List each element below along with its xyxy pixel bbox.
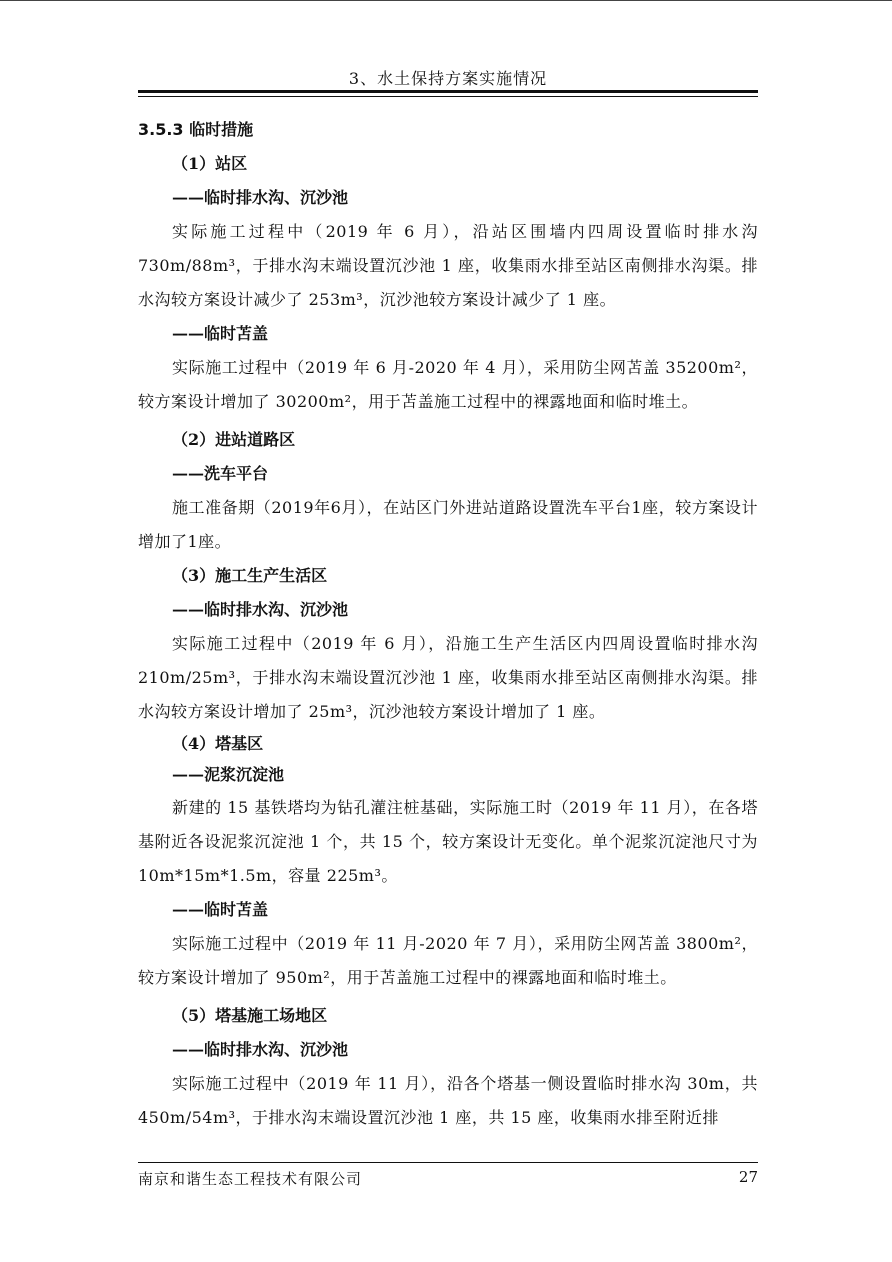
header-rule-thick	[138, 90, 758, 93]
subsection-tower-construction-site: （5）塔基施工场地区	[172, 1006, 328, 1025]
paragraph: 实际施工过程中（2019 年 6 月-2020 年 4 月），采用防尘网苫盖 35200m²，较方案设计增加了 30200m²，用于苫盖施工过程中的裸露地面和临时堆土。	[138, 358, 758, 411]
footer-company: 南京和谐生态工程技术有限公司	[138, 1170, 363, 1188]
subsection-tower-base: （4）塔基区	[172, 734, 264, 753]
measure-heading: ——临时苫盖	[172, 900, 269, 919]
paragraph: 实际施工过程中（2019 年 6 月），沿施工生产生活区内四周设置临时排水沟 210m/25m³，于排水沟末端设置沉沙池 1 座，收集雨水排至站区南侧排水沟渠。排水沟较方案设计增加了 25m³，沉沙池较方案设计增加了 1 座。	[138, 634, 758, 721]
page-header-title: 3、水土保持方案实施情况	[348, 69, 548, 88]
paragraph: 实际施工过程中（2019 年 11 月），沿各个塔基一侧设置临时排水沟 30m，共 450m/54m³，于排水沟末端设置沉沙池 1 座，共 15 座，收集雨水排至附近排	[138, 1074, 758, 1127]
measure-heading: ——临时苫盖	[172, 324, 269, 343]
paragraph: 施工准备期（2019年6月），在站区门外进站道路设置洗车平台1座，较方案设计增加了1座。	[138, 498, 758, 551]
page-top-border	[0, 0, 892, 1]
paragraph: 实际施工过程中（2019 年 6 月），沿站区围墙内四周设置临时排水沟 730m/88m³，于排水沟末端设置沉沙池 1 座，收集雨水排至站区南侧排水沟渠。排水沟较方案设计减少了 253m³，沉沙池较方案设计减少了 1 座。	[138, 222, 758, 309]
page-number: 27	[738, 1168, 758, 1186]
measure-heading: ——洗车平台	[172, 464, 269, 483]
page-body	[138, 113, 758, 1135]
subsection-access-road: （2）进站道路区	[172, 430, 296, 449]
subsection-construction-living-area: （3）施工生产生活区	[172, 566, 328, 585]
footer-rule	[138, 1162, 758, 1163]
paragraph: 实际施工过程中（2019 年 11 月-2020 年 7 月），采用防尘网苫盖 3800m²，较方案设计增加了 950m²，用于苫盖施工过程中的裸露地面和临时堆土。	[138, 934, 758, 987]
header-rule-thin	[138, 96, 758, 97]
section-title: 3.5.3 临时措施	[138, 120, 254, 139]
measure-heading: ——临时排水沟、沉沙池	[172, 1040, 349, 1059]
measure-heading: ——泥浆沉淀池	[172, 765, 285, 784]
measure-heading: ——临时排水沟、沉沙池	[172, 600, 349, 619]
subsection-station-area: （1）站区	[172, 154, 248, 173]
paragraph: 新建的 15 基铁塔均为钻孔灌注桩基础，实际施工时（2019 年 11 月），在各塔基附近各设泥浆沉淀池 1 个，共 15 个，较方案设计无变化。单个泥浆沉淀池尺寸为 10m*15m*1.5m，容量 225m³。	[138, 798, 758, 885]
measure-heading: ——临时排水沟、沉沙池	[172, 188, 349, 207]
